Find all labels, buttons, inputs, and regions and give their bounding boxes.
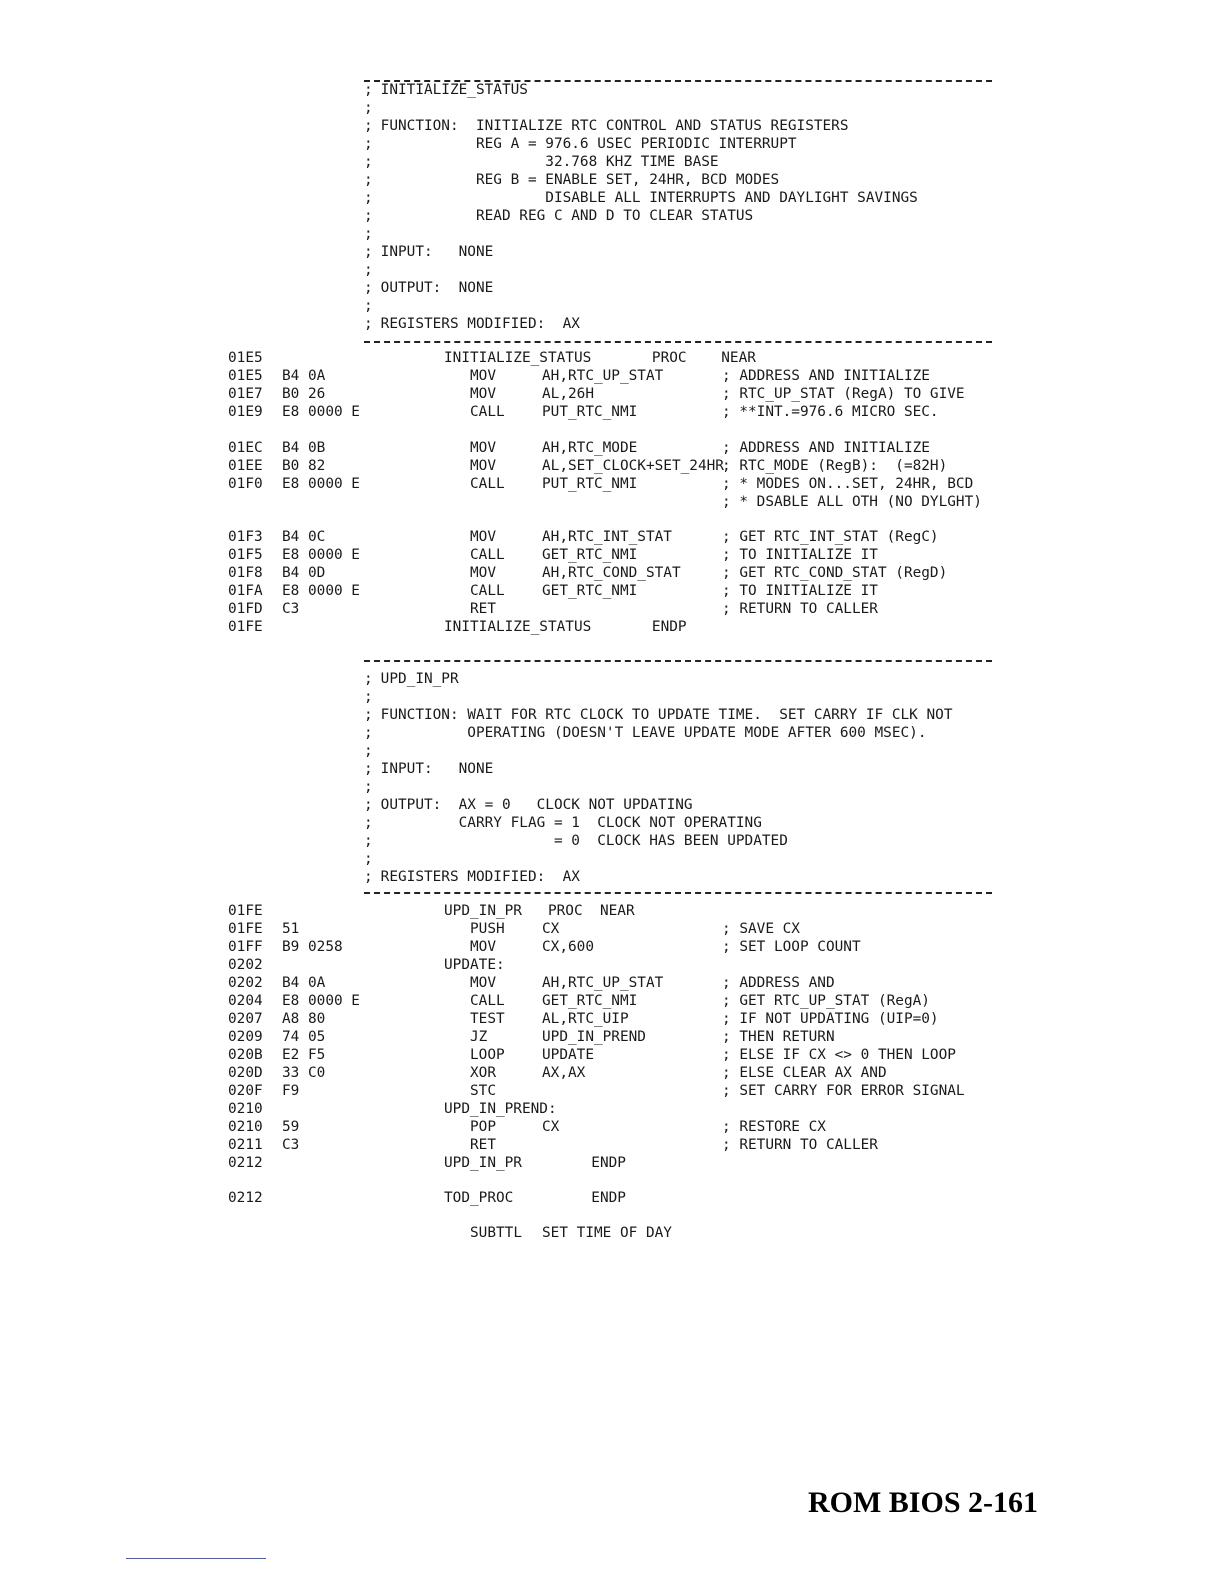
listing-line bbox=[0, 457, 1224, 475]
listing-line bbox=[0, 1136, 1224, 1154]
dashed-rule bbox=[364, 660, 992, 662]
comment: ; RETURN TO CALLER bbox=[722, 1137, 878, 1153]
machine-code: B9 0258 bbox=[282, 939, 343, 955]
address: 01FE bbox=[228, 903, 263, 919]
listing-line bbox=[0, 439, 1224, 457]
listing-line bbox=[0, 974, 1224, 992]
listing-line bbox=[0, 153, 1224, 171]
listing-line bbox=[0, 349, 1224, 367]
operand: AH,RTC_INT_STAT bbox=[542, 529, 672, 545]
comment-text: OUTPUT: AX = 0 CLOCK NOT UPDATING bbox=[372, 797, 693, 813]
address: 01E5 bbox=[228, 350, 263, 366]
machine-code: E8 0000 E bbox=[282, 583, 360, 599]
machine-code: B4 0B bbox=[282, 440, 326, 456]
listing-line bbox=[0, 403, 1224, 421]
listing-line bbox=[0, 724, 1224, 742]
machine-code: B4 0D bbox=[282, 565, 326, 581]
comment-marker: ; bbox=[364, 118, 373, 134]
address: 01E5 bbox=[228, 368, 263, 384]
comment-text: READ REG C AND D TO CLEAR STATUS bbox=[372, 208, 754, 224]
comment-marker: ; bbox=[364, 316, 373, 332]
operand: PUT_RTC_NMI bbox=[542, 476, 638, 492]
comment-marker: ; bbox=[364, 707, 373, 723]
dashed-rule bbox=[364, 892, 992, 894]
operand: AL,RTC_UIP bbox=[542, 1011, 629, 1027]
listing-line bbox=[0, 1028, 1224, 1046]
comment-text: INPUT: NONE bbox=[372, 244, 494, 260]
opcode: CALL bbox=[470, 404, 505, 420]
comment-text: REGISTERS MODIFIED: AX bbox=[372, 869, 580, 885]
listing-line bbox=[0, 171, 1224, 189]
bottom-rule bbox=[126, 1558, 266, 1559]
operand: CX bbox=[542, 1119, 560, 1135]
comment: ; TO INITIALIZE IT bbox=[722, 583, 878, 599]
address: 01F8 bbox=[228, 565, 263, 581]
listing-line bbox=[0, 243, 1224, 261]
operand: AX,AX bbox=[542, 1065, 586, 1081]
comment-marker: ; bbox=[364, 815, 373, 831]
comment-marker: ; bbox=[364, 671, 373, 687]
comment: ; * MODES ON...SET, 24HR, BCD bbox=[722, 476, 974, 492]
comment-text: INITIALIZE_STATUS bbox=[372, 82, 528, 98]
opcode: CALL bbox=[470, 993, 505, 1009]
address: 0202 bbox=[228, 975, 263, 991]
comment: ; IF NOT UPDATING (UIP=0) bbox=[722, 1011, 939, 1027]
comment: ; TO INITIALIZE IT bbox=[722, 547, 878, 563]
machine-code: C3 bbox=[282, 601, 300, 617]
comment-text: REG B = ENABLE SET, 24HR, BCD MODES bbox=[372, 172, 780, 188]
comment-text: DISABLE ALL INTERRUPTS AND DAYLIGHT SAVINGS bbox=[372, 190, 918, 206]
label: INITIALIZE_STATUS ENDP bbox=[444, 619, 687, 635]
comment-text: = 0 CLOCK HAS BEEN UPDATED bbox=[372, 833, 788, 849]
listing-line bbox=[0, 207, 1224, 225]
listing-line bbox=[0, 99, 1224, 117]
listing-line bbox=[0, 814, 1224, 832]
address: 0210 bbox=[228, 1119, 263, 1135]
comment: ; RTC_MODE (RegB): (=82H) bbox=[722, 458, 948, 474]
comment-marker: ; bbox=[364, 280, 373, 296]
operand: UPDATE bbox=[542, 1047, 594, 1063]
comment: ; * DSABLE ALL OTH (NO DYLGHT) bbox=[722, 494, 982, 510]
address: 0212 bbox=[228, 1155, 263, 1171]
comment-text: REG A = 976.6 USEC PERIODIC INTERRUPT bbox=[372, 136, 797, 152]
operand: AH,RTC_MODE bbox=[542, 440, 638, 456]
comment-marker: ; bbox=[364, 725, 373, 741]
comment: ; RTC_UP_STAT (RegA) TO GIVE bbox=[722, 386, 965, 402]
address: 01F3 bbox=[228, 529, 263, 545]
opcode: MOV bbox=[470, 975, 496, 991]
comment: ; RESTORE CX bbox=[722, 1119, 826, 1135]
listing-line bbox=[0, 279, 1224, 297]
opcode: STC bbox=[470, 1083, 496, 1099]
listing-line bbox=[0, 938, 1224, 956]
address: 01FA bbox=[228, 583, 263, 599]
comment: ; ELSE CLEAR AX AND bbox=[722, 1065, 887, 1081]
operand: AH,RTC_UP_STAT bbox=[542, 975, 664, 991]
opcode: MOV bbox=[470, 458, 496, 474]
comment: ; ADDRESS AND INITIALIZE bbox=[722, 368, 930, 384]
listing-line bbox=[0, 315, 1224, 333]
comment-marker: ; bbox=[364, 82, 373, 98]
operand: AL,SET_CLOCK+SET_24HR bbox=[542, 458, 724, 474]
address: 0204 bbox=[228, 993, 263, 1009]
operand: SET TIME OF DAY bbox=[542, 1225, 672, 1241]
label: UPD_IN_PR PROC NEAR bbox=[444, 903, 635, 919]
page-footer: ROM BIOS 2-161 bbox=[807, 1486, 1038, 1519]
machine-code: B0 82 bbox=[282, 458, 326, 474]
label: UPD_IN_PREND: bbox=[444, 1101, 557, 1117]
dashed-rule bbox=[364, 341, 992, 343]
comment: ; SET LOOP COUNT bbox=[722, 939, 861, 955]
address: 01F0 bbox=[228, 476, 263, 492]
comment-marker: ; bbox=[364, 797, 373, 813]
listing-line bbox=[0, 367, 1224, 385]
opcode: CALL bbox=[470, 476, 505, 492]
comment: ; GET RTC_UP_STAT (RegA) bbox=[722, 993, 930, 1009]
comment: ; RETURN TO CALLER bbox=[722, 601, 878, 617]
opcode: JZ bbox=[470, 1029, 488, 1045]
listing-line bbox=[0, 1046, 1224, 1064]
opcode: MOV bbox=[470, 440, 496, 456]
opcode: MOV bbox=[470, 939, 496, 955]
listing-line bbox=[0, 385, 1224, 403]
comment-marker: ; bbox=[364, 743, 373, 759]
address: 0212 bbox=[228, 1190, 263, 1206]
machine-code: B4 0A bbox=[282, 975, 326, 991]
listing-line bbox=[0, 688, 1224, 706]
opcode: LOOP bbox=[470, 1047, 505, 1063]
separator-line bbox=[0, 652, 1224, 670]
listing-line bbox=[0, 778, 1224, 796]
listing-line bbox=[0, 546, 1224, 564]
listing-line bbox=[0, 742, 1224, 760]
opcode: PUSH bbox=[470, 921, 505, 937]
address: 0211 bbox=[228, 1137, 263, 1153]
listing-line bbox=[0, 225, 1224, 243]
machine-code: E2 F5 bbox=[282, 1047, 326, 1063]
machine-code: B0 26 bbox=[282, 386, 326, 402]
machine-code: 74 05 bbox=[282, 1029, 326, 1045]
comment-text: UPD_IN_PR bbox=[372, 671, 459, 687]
machine-code: E8 0000 E bbox=[282, 547, 360, 563]
address: 01FE bbox=[228, 921, 263, 937]
opcode: XOR bbox=[470, 1065, 496, 1081]
address: 01E7 bbox=[228, 386, 263, 402]
comment-marker: ; bbox=[364, 869, 373, 885]
comment: ; ADDRESS AND INITIALIZE bbox=[722, 440, 930, 456]
operand: UPD_IN_PREND bbox=[542, 1029, 646, 1045]
separator-line bbox=[0, 884, 1224, 902]
operand: PUT_RTC_NMI bbox=[542, 404, 638, 420]
operand: GET_RTC_NMI bbox=[542, 547, 638, 563]
comment: ; **INT.=976.6 MICRO SEC. bbox=[722, 404, 939, 420]
opcode: MOV bbox=[470, 529, 496, 545]
listing-line bbox=[0, 670, 1224, 688]
comment-marker: ; bbox=[364, 779, 373, 795]
operand: CX,600 bbox=[542, 939, 594, 955]
comment-marker: ; bbox=[364, 244, 373, 260]
operand: AL,26H bbox=[542, 386, 594, 402]
listing-line bbox=[0, 1189, 1224, 1207]
machine-code: E8 0000 E bbox=[282, 404, 360, 420]
comment: ; GET RTC_INT_STAT (RegC) bbox=[722, 529, 939, 545]
comment-marker: ; bbox=[364, 154, 373, 170]
comment-text: OUTPUT: NONE bbox=[372, 280, 494, 296]
comment-marker: ; bbox=[364, 136, 373, 152]
listing-line bbox=[0, 1224, 1224, 1242]
comment-text: REGISTERS MODIFIED: AX bbox=[372, 316, 580, 332]
listing-line bbox=[0, 1010, 1224, 1028]
listing-line bbox=[0, 1154, 1224, 1172]
address: 01E9 bbox=[228, 404, 263, 420]
comment-marker: ; bbox=[364, 208, 373, 224]
listing-line bbox=[0, 81, 1224, 99]
listing-line bbox=[0, 1064, 1224, 1082]
listing-line bbox=[0, 902, 1224, 920]
comment-marker: ; bbox=[364, 190, 373, 206]
address: 020B bbox=[228, 1047, 263, 1063]
opcode: MOV bbox=[470, 386, 496, 402]
machine-code: A8 80 bbox=[282, 1011, 326, 1027]
comment-marker: ; bbox=[364, 833, 373, 849]
opcode: MOV bbox=[470, 368, 496, 384]
machine-code: B4 0C bbox=[282, 529, 326, 545]
listing-line bbox=[0, 956, 1224, 974]
address: 01FE bbox=[228, 619, 263, 635]
listing-line bbox=[0, 493, 1224, 511]
machine-code: 33 C0 bbox=[282, 1065, 326, 1081]
address: 01F5 bbox=[228, 547, 263, 563]
opcode: SUBTTL bbox=[470, 1225, 522, 1241]
comment: ; THEN RETURN bbox=[722, 1029, 835, 1045]
listing-line bbox=[0, 1118, 1224, 1136]
comment: ; SET CARRY FOR ERROR SIGNAL bbox=[722, 1083, 965, 1099]
comment-marker: ; bbox=[364, 689, 373, 705]
machine-code: E8 0000 E bbox=[282, 993, 360, 1009]
comment-marker: ; bbox=[364, 851, 373, 867]
comment: ; ELSE IF CX <> 0 THEN LOOP bbox=[722, 1047, 956, 1063]
address: 01EE bbox=[228, 458, 263, 474]
listing-line bbox=[0, 564, 1224, 582]
opcode: CALL bbox=[470, 547, 505, 563]
address: 020D bbox=[228, 1065, 263, 1081]
address: 0210 bbox=[228, 1101, 263, 1117]
machine-code: E8 0000 E bbox=[282, 476, 360, 492]
machine-code: C3 bbox=[282, 1137, 300, 1153]
label: UPD_IN_PR ENDP bbox=[444, 1155, 626, 1171]
listing-line bbox=[0, 528, 1224, 546]
address: 0207 bbox=[228, 1011, 263, 1027]
listing-line bbox=[0, 920, 1224, 938]
listing-line bbox=[0, 760, 1224, 778]
address: 01EC bbox=[228, 440, 263, 456]
listing-line bbox=[0, 1082, 1224, 1100]
comment: ; GET RTC_COND_STAT (RegD) bbox=[722, 565, 948, 581]
listing-line bbox=[0, 261, 1224, 279]
address: 01FD bbox=[228, 601, 263, 617]
comment-marker: ; bbox=[364, 761, 373, 777]
operand: AH,RTC_UP_STAT bbox=[542, 368, 664, 384]
label: INITIALIZE_STATUS PROC NEAR bbox=[444, 350, 756, 366]
operand: GET_RTC_NMI bbox=[542, 583, 638, 599]
opcode: RET bbox=[470, 1137, 496, 1153]
listing-line bbox=[0, 297, 1224, 315]
comment-text: 32.768 KHZ TIME BASE bbox=[372, 154, 719, 170]
label: UPDATE: bbox=[444, 957, 505, 973]
listing-line bbox=[0, 618, 1224, 636]
operand: CX bbox=[542, 921, 560, 937]
listing-line bbox=[0, 117, 1224, 135]
comment-marker: ; bbox=[364, 172, 373, 188]
operand: GET_RTC_NMI bbox=[542, 993, 638, 1009]
listing-line bbox=[0, 832, 1224, 850]
address: 01FF bbox=[228, 939, 263, 955]
label: TOD_PROC ENDP bbox=[444, 1190, 626, 1206]
listing-line bbox=[0, 582, 1224, 600]
machine-code: 51 bbox=[282, 921, 300, 937]
machine-code: F9 bbox=[282, 1083, 300, 1099]
comment-text: OPERATING (DOESN'T LEAVE UPDATE MODE AFTER 600 MSEC). bbox=[372, 725, 927, 741]
comment: ; ADDRESS AND bbox=[722, 975, 835, 991]
comment-text: CARRY FLAG = 1 CLOCK NOT OPERATING bbox=[372, 815, 762, 831]
comment-text: FUNCTION: WAIT FOR RTC CLOCK TO UPDATE TIME. SET CARRY IF CLK NOT bbox=[372, 707, 953, 723]
comment-text: INPUT: NONE bbox=[372, 761, 494, 777]
listing-line bbox=[0, 706, 1224, 724]
comment-text: FUNCTION: INITIALIZE RTC CONTROL AND STATUS REGISTERS bbox=[372, 118, 849, 134]
listing-line bbox=[0, 796, 1224, 814]
opcode: RET bbox=[470, 601, 496, 617]
machine-code: 59 bbox=[282, 1119, 300, 1135]
address: 0209 bbox=[228, 1029, 263, 1045]
opcode: MOV bbox=[470, 565, 496, 581]
listing-line bbox=[0, 135, 1224, 153]
comment-marker: ; bbox=[364, 298, 373, 314]
listing-line bbox=[0, 992, 1224, 1010]
listing-line bbox=[0, 850, 1224, 868]
opcode: TEST bbox=[470, 1011, 505, 1027]
listing-line bbox=[0, 475, 1224, 493]
comment: ; SAVE CX bbox=[722, 921, 800, 937]
opcode: POP bbox=[470, 1119, 496, 1135]
listing-line bbox=[0, 600, 1224, 618]
listing-line bbox=[0, 1100, 1224, 1118]
address: 020F bbox=[228, 1083, 263, 1099]
listing-line bbox=[0, 189, 1224, 207]
opcode: CALL bbox=[470, 583, 505, 599]
operand: AH,RTC_COND_STAT bbox=[542, 565, 681, 581]
comment-marker: ; bbox=[364, 226, 373, 242]
machine-code: B4 0A bbox=[282, 368, 326, 384]
comment-marker: ; bbox=[364, 262, 373, 278]
comment-marker: ; bbox=[364, 100, 373, 116]
address: 0202 bbox=[228, 957, 263, 973]
